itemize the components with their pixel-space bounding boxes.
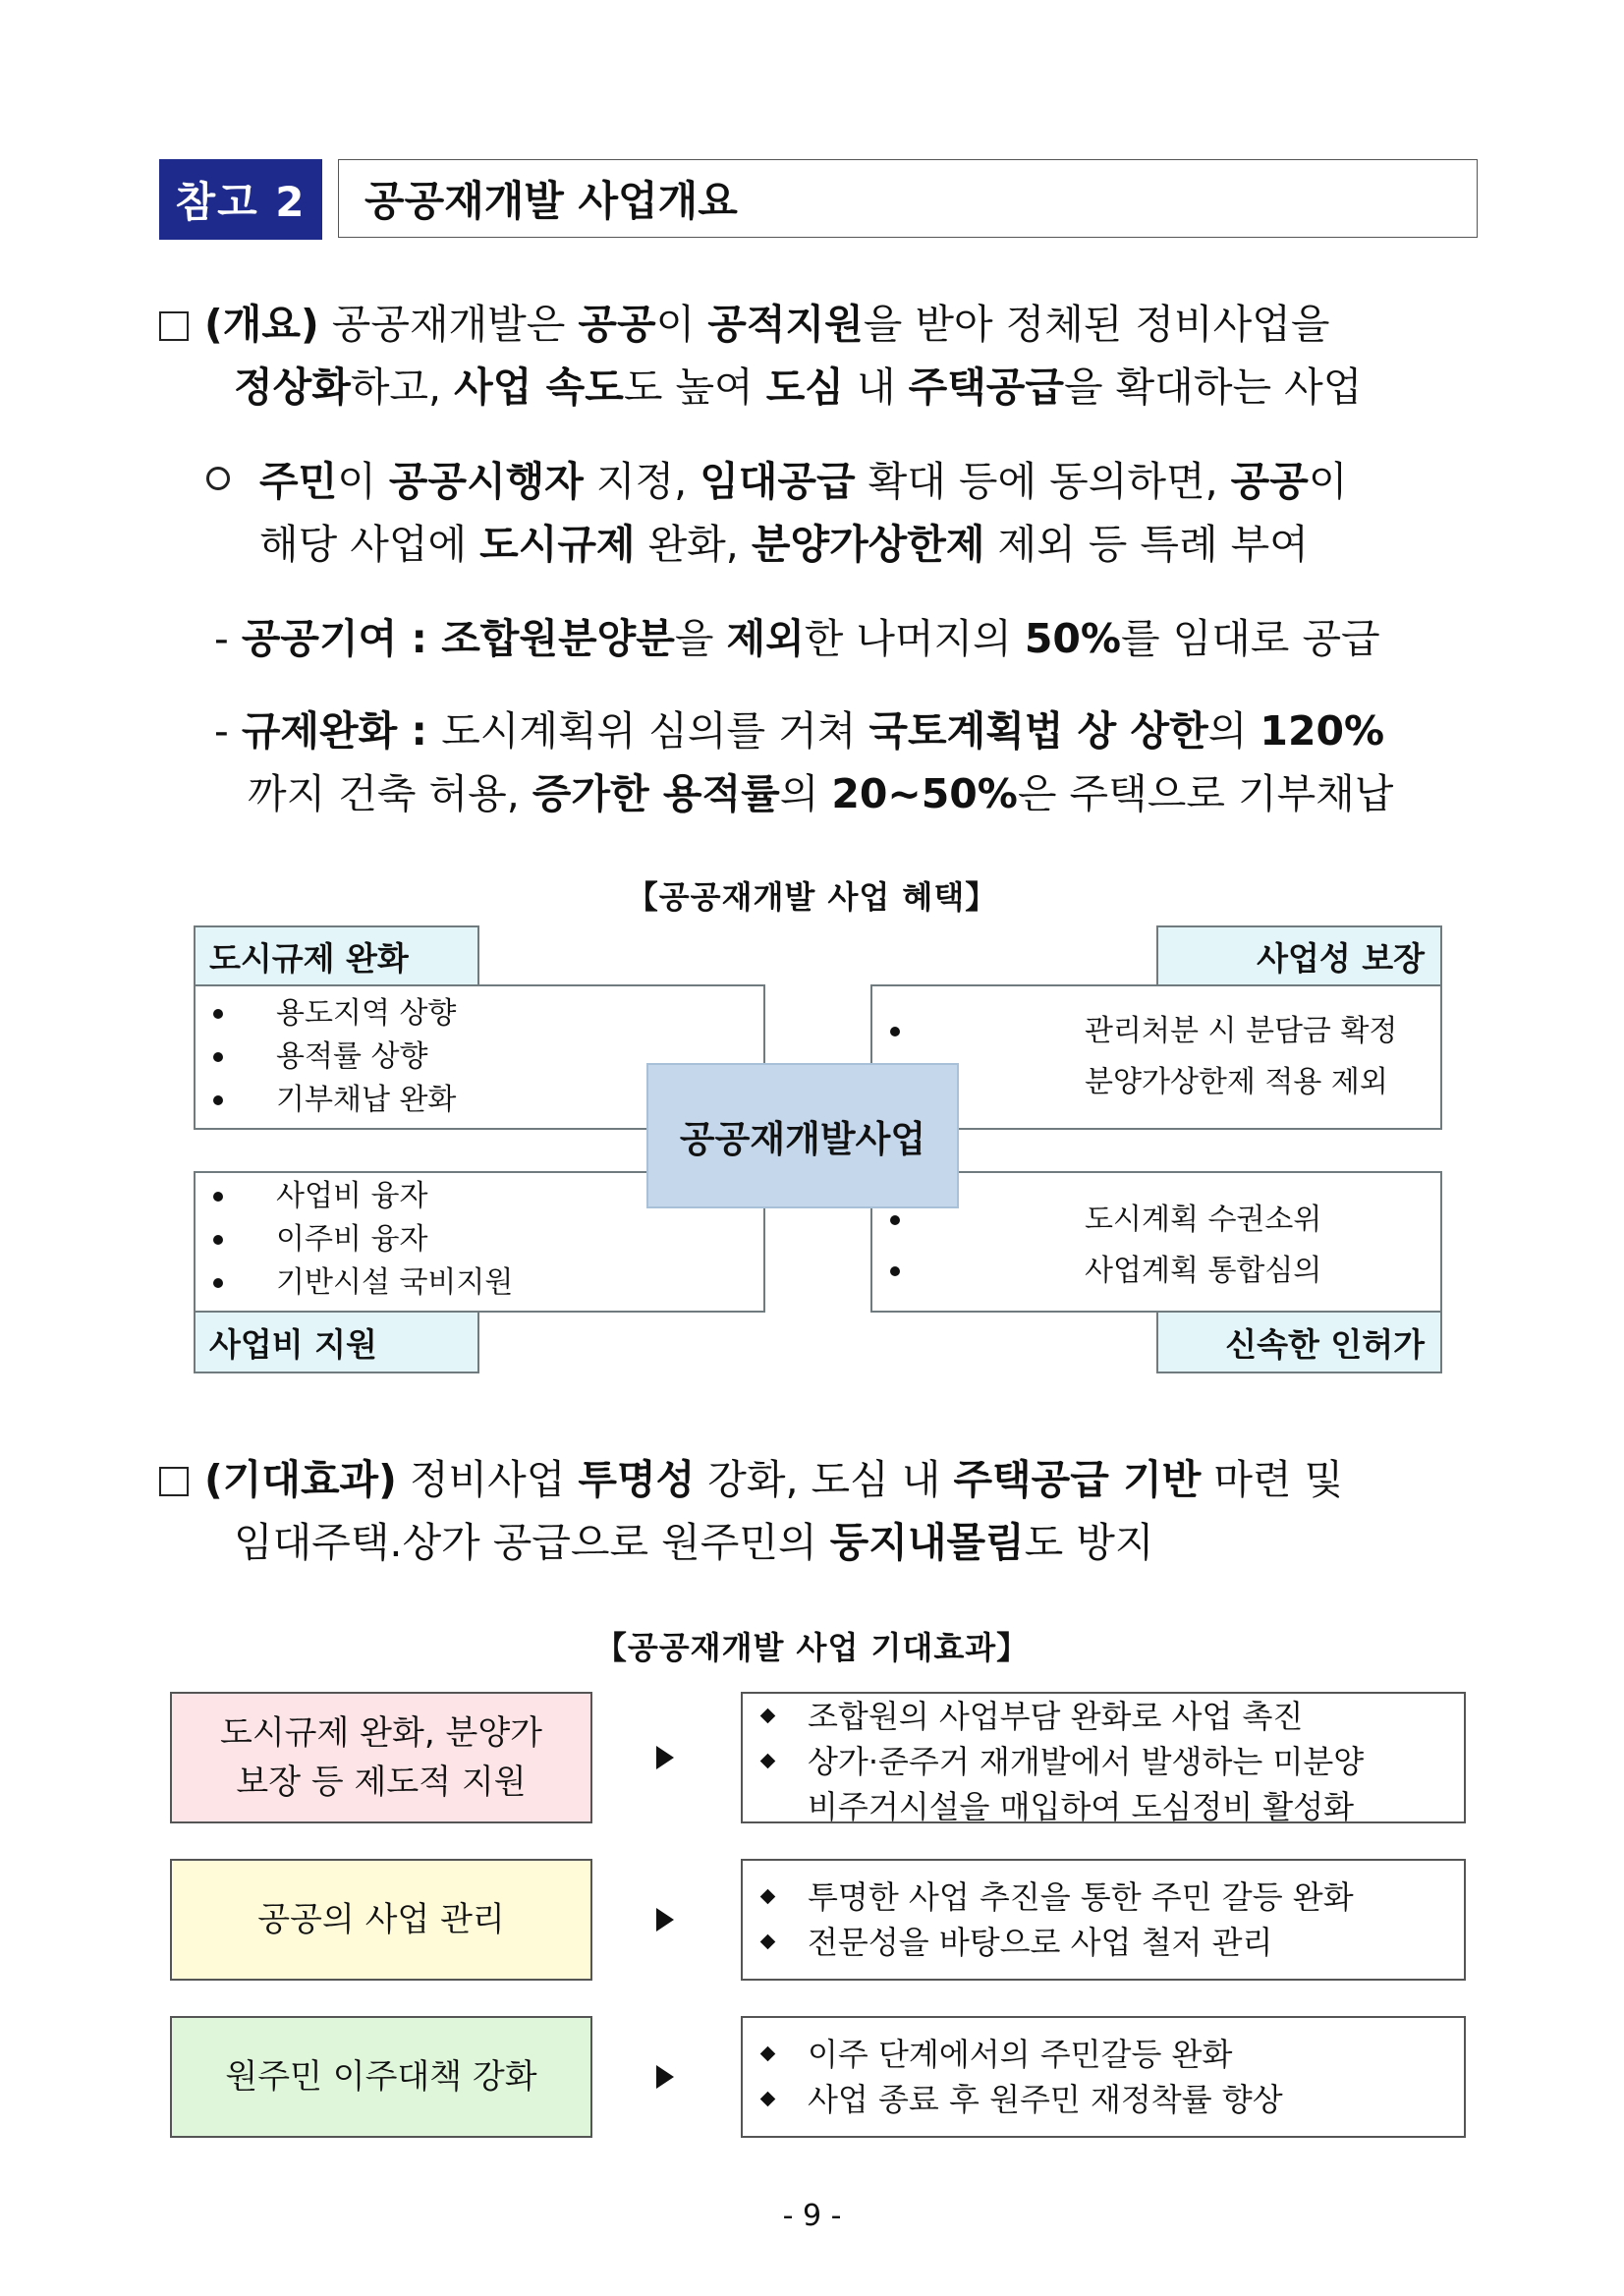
effect-desc-box bbox=[741, 2016, 1466, 2138]
list-item: 전문성을 바탕으로 사업 철저 관리 bbox=[743, 1920, 1464, 1965]
page-title: 공공재개발 사업개요 bbox=[338, 159, 1478, 238]
sub-bullet bbox=[206, 450, 1347, 576]
dash-item-public-contribution bbox=[214, 607, 1380, 670]
sub-bullet-line-1: 주민이 공공시행자 지정, 임대공급 확대 등에 동의하면, 공공이 bbox=[259, 458, 1348, 505]
effect-category-line-1: 도시규제 완화, 분양가 bbox=[219, 1713, 543, 1753]
list-item: 용도지역 상향 bbox=[196, 992, 763, 1036]
sub-bullet-line-2: 해당 사업에 도시규제 완화, 분양가상한제 제외 등 특례 부여 bbox=[259, 521, 1309, 568]
list-item: 이주비 융자 bbox=[196, 1218, 763, 1261]
list-item: 용적률 상향 bbox=[196, 1036, 763, 1079]
effect-desc-box bbox=[741, 1692, 1466, 1823]
effect-category-box: 공공의 사업 관리 bbox=[170, 1859, 592, 1981]
dash-item-regulation-relief bbox=[214, 700, 1393, 825]
list-item: 조합원의 사업부담 완화로 사업 촉진 bbox=[743, 1694, 1464, 1739]
effect-category-box bbox=[170, 1692, 592, 1823]
effect-category-box: 원주민 이주대책 강화 bbox=[170, 2016, 592, 2138]
list-item: 상가·준주거 재개발에서 발생하는 미분양 bbox=[743, 1739, 1464, 1784]
list-item: 비주거시설을 매입하여 도심정비 활성화 bbox=[808, 1788, 1355, 1825]
list-item: 사업계획 통합심의 bbox=[872, 1246, 1440, 1297]
list-item: 기부채납 완화 bbox=[196, 1079, 763, 1122]
circle-bullet-icon bbox=[206, 467, 230, 490]
effects-line-2: 임대주택.상가 공급으로 원주민의 둥지내몰림도 방지 bbox=[234, 1519, 1154, 1566]
checkbox-icon bbox=[159, 311, 189, 341]
benefit-label-funding: 사업비 지원 bbox=[194, 1311, 479, 1373]
list-item: 이주 단계에서의 주민갈등 완화 bbox=[743, 2032, 1464, 2077]
benefit-label-profitability: 사업성 보장 bbox=[1156, 925, 1442, 986]
overview-line-1: (개요) 공공재개발은 공공이 공적지원을 받아 정체된 정비사업을 bbox=[204, 301, 1330, 348]
list-item: 사업 종료 후 원주민 재정착률 향상 bbox=[743, 2077, 1464, 2122]
arrow-right-icon bbox=[656, 1908, 674, 1932]
overview-line-2: 정상화하고, 사업 속도도 높여 도심 내 주택공급을 확대하는 사업 bbox=[234, 364, 1363, 411]
arrow-right-icon bbox=[656, 2065, 674, 2089]
list-item: 분양가상한제 적용 제외 bbox=[872, 1057, 1440, 1108]
checkbox-icon bbox=[159, 1467, 189, 1496]
list-item: 기반시설 국비지원 bbox=[196, 1261, 763, 1305]
benefits-caption: 【공공재개발 사업 혜택】 bbox=[626, 878, 998, 916]
dash-item-2-line-1: - 규제완화 : 도시계획위 심의를 거쳐 국토계획법 상 상한의 120% bbox=[214, 707, 1385, 755]
page-number: - 9 - bbox=[782, 2199, 842, 2233]
list-item: 사업비 융자 bbox=[196, 1175, 763, 1218]
overview-paragraph bbox=[159, 293, 1362, 419]
effects-caption: 【공공재개발 사업 기대효과】 bbox=[594, 1629, 1030, 1666]
list-item: 도시계획 수권소위 bbox=[872, 1195, 1440, 1246]
dash-item-1-line: - 공공기여 : 조합원분양분을 제외한 나머지의 50%를 임대로 공급 bbox=[214, 615, 1380, 662]
effect-category-line-2: 보장 등 제도적 지원 bbox=[236, 1763, 527, 1802]
effects-line-1: (기대효과) 정비사업 투명성 강화, 도심 내 주택공급 기반 마련 및 bbox=[204, 1456, 1344, 1503]
reference-badge: 참고 2 bbox=[159, 159, 322, 240]
arrow-right-icon bbox=[656, 1746, 674, 1769]
benefit-label-regulation: 도시규제 완화 bbox=[194, 925, 479, 986]
list-item: 투명한 사업 추진을 통한 주민 갈등 완화 bbox=[743, 1875, 1464, 1920]
list-item: 관리처분 시 분담금 확정 bbox=[872, 1006, 1440, 1057]
dash-item-2-line-2: 까지 건축 허용, 증가한 용적률의 20~50%은 주택으로 기부채납 bbox=[248, 770, 1394, 817]
benefit-label-permits: 신속한 인허가 bbox=[1156, 1311, 1442, 1373]
center-project-box: 공공재개발사업 bbox=[646, 1063, 959, 1208]
effects-paragraph bbox=[159, 1448, 1343, 1574]
effect-desc-box bbox=[741, 1859, 1466, 1981]
